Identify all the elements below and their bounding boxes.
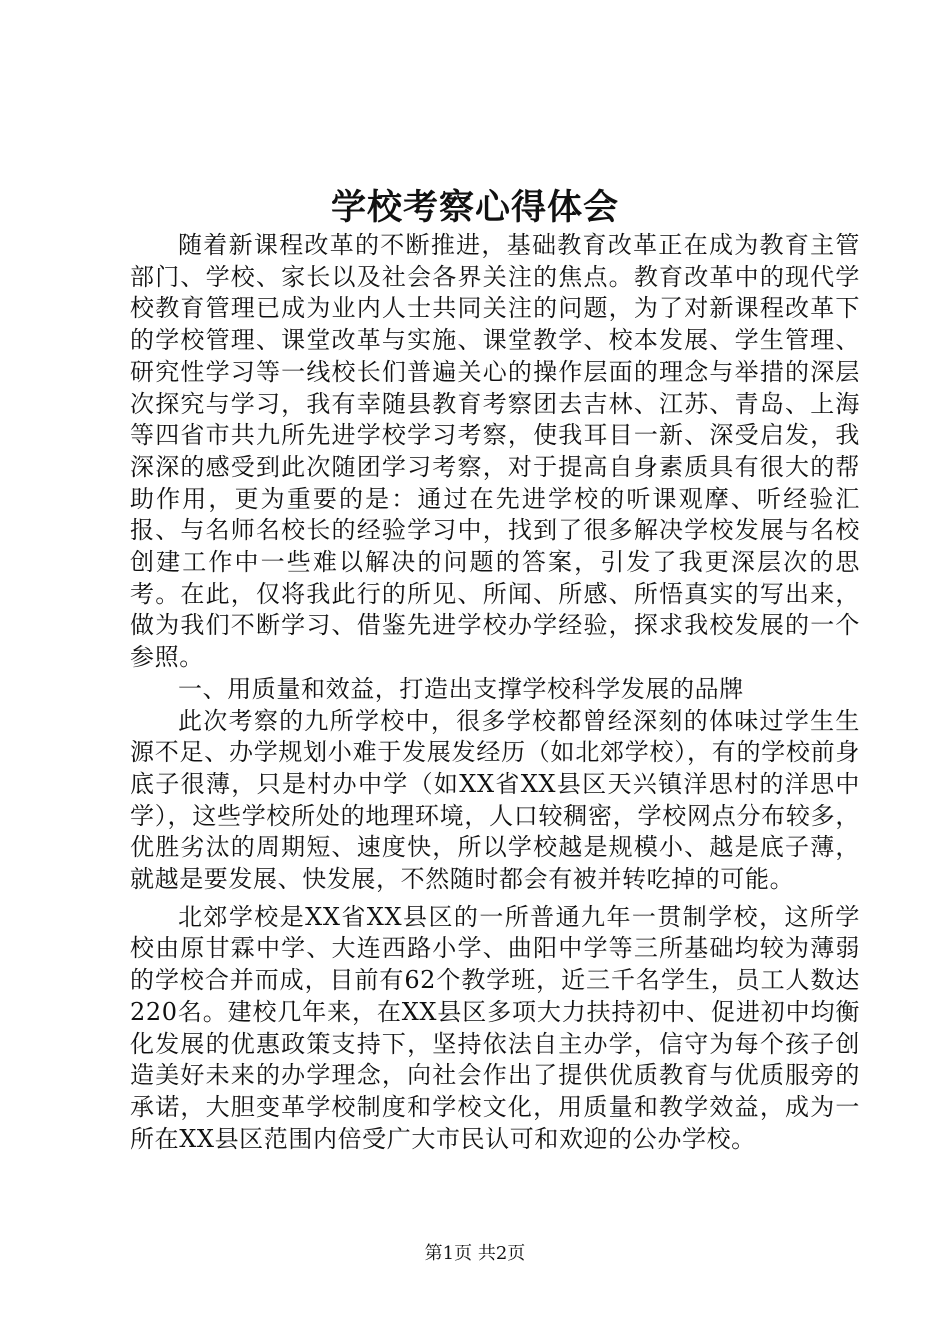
paragraph-beijiao: 北郊学校是XX省XX县区的一所普通九年一贯制学校，这所学校由原甘霖中学、大连西路小学、曲阳中学等三所基础均较为薄弱的学校合并而成，目前有62个教学班，近三千名学生，员工人数达220名。建校几年来，在XX县区多项大力扶持初中、促进初中均衡化发展的优惠政策支持下，坚持依法自主办学，信守为每个孩子创造美好未来的办学理念，向社会作出了提供优质教育与优质服旁的承诺，大胆变革学校制度和学校文化，用质量和教学效益，成为一所在XX县区范围内倍受广大市民认可和欢迎的公办学校。: [130, 902, 860, 1153]
paragraph-schools: 此次考察的九所学校中，很多学校都曾经深刻的体味过学生生源不足、办学规划小难于发展发经历（如北郊学校），有的学校前身底子很薄，只是村办中学（如XX省XX县区天兴镇洋思村的洋思中学），这些学校所处的地理环境，人口较稠密，学校网点分布较多，优胜劣汰的周期短、速度快，所以学校越是规模小、越是底子薄，就越是要发展、快发展，不然随时都会有被并转吃掉的可能。: [130, 706, 860, 894]
paragraph-intro: 随着新课程改革的不断推进，基础教育改革正在成为教育主管部门、学校、家长以及社会各界关注的焦点。教育改革中的现代学校教育管理已成为业内人士共同关注的问题，为了对新课程改革下的学校管理、课堂改革与实施、课堂教学、校本发展、学生管理、研究性学习等一线校长们普遍关心的操作层面的理念与举措的深层次探究与学习，我有幸随县教育考察团去吉林、江苏、青岛、上海等四省市共九所先进学校学习考察，使我耳目一新、深受启发，我深深的感受到此次随团学习考察，对于提高自身素质具有很大的帮助作用，更为重要的是：通过在先进学校的听课观摩、听经验汇报、与名师名校长的经验学习中，找到了很多解决学校发展与名校创建工作中一些难以解决的问题的答案，引发了我更深层次的思考。在此，仅将我此行的所见、所闻、所感、所悟真实的写出来，做为我们不断学习、借鉴先进学校办学经验，探求我校发展的一个参照。: [130, 231, 860, 672]
section-heading-1: 一、用质量和效益，打造出支撑学校科学发展的品牌: [178, 674, 744, 703]
document-title: 学校考察心得体会: [330, 187, 619, 228]
page-number: 第1页 共2页: [424, 1243, 526, 1264]
document-body: [130, 230, 860, 1155]
